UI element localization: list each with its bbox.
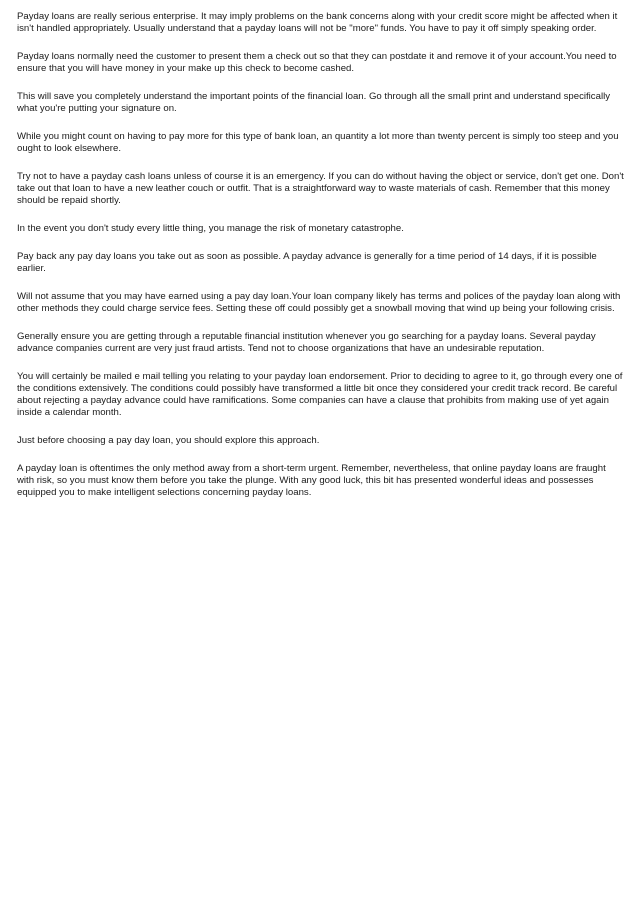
paragraph-10: You will certainly be mailed e mail telling you relating to your payday loan endorsement. Prior to deciding to agree to it, go through every one of the conditions extensively. The conditions could possibly have transformed a little bit once they considered your credit track record. Be careful about rejecting a payday advance could have ramifications. Some companies can have a clause that prohibits from making use of yet again inside a calendar month.: [17, 371, 623, 418]
paragraph-1: Payday loans are really serious enterprise. It may imply problems on the bank concerns along with your credit score might be affected when it isn't handled appropriately. Usually understand that a payday loans will not be "more" funds. You have to pay it off simply speaking order.: [17, 11, 618, 34]
paragraph-9: Generally ensure you are getting through a reputable financial institution whenever you go searching for a payday loans. Several payday advance companies current are very just fraud artists. Tend not to choose organizations that have an undesirable reputation.: [17, 331, 596, 354]
paragraph-8: Will not assume that you may have earned using a pay day loan.Your loan company likely has terms and polices of the payday loan along with other methods they could charge service fees. Setting these off could possibly get a snowball moving that wind up being your following crisis.: [17, 291, 621, 314]
paragraph-3: This will save you completely understand the important points of the financial loan. Go through all the small print and understand specifically what you're putting your signature on.: [17, 91, 611, 114]
paragraph-5: Try not to have a payday cash loans unless of course it is an emergency. If you can do without having the object or service, don't get one. Don't take out that loan to have a new leather couch or outfit. That is a straightforward way to waste materials of cash. Remember that this money should be repaid shortly.: [17, 171, 624, 206]
paragraph-4: While you might count on having to pay more for this type of bank loan, an quantity a lot more than twenty percent is simply too steep and you ought to look elsewhere.: [17, 131, 619, 154]
paragraph-12: A payday loan is oftentimes the only method away from a short-term urgent. Remember, nevertheless, that online payday loans are fraught with risk, so you must know them before you take the plunge. With any good luck, this bit has presented wonderful ideas and possesses equipped you to make intelligent selections concerning payday loans.: [17, 463, 606, 498]
paragraph-7: Pay back any pay day loans you take out as soon as possible. A payday advance is generally for a time period of 14 days, if it is possible earlier.: [17, 251, 597, 274]
paragraph-2: Payday loans normally need the customer to present them a check out so that they can postdate it and remove it of your account.You need to ensure that you will have money in your make up this check to become cashed.: [17, 51, 617, 74]
paragraph-11: Just before choosing a pay day loan, you should explore this approach.: [17, 435, 320, 446]
paragraph-6: In the event you don't study every little thing, you manage the risk of monetary catastrophe.: [17, 223, 404, 234]
